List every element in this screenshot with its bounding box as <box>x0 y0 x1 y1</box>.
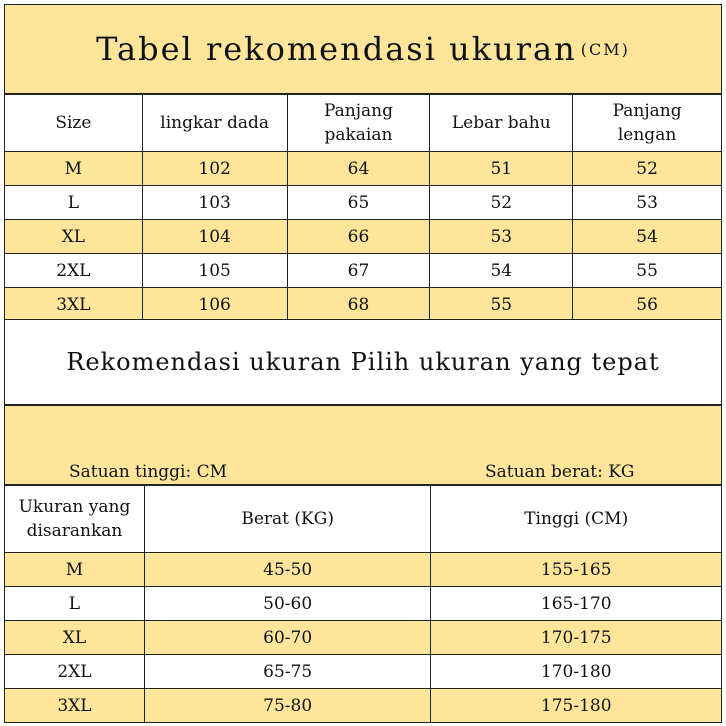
cell-shoulder: 53 <box>430 220 573 254</box>
height-unit-label: Satuan tinggi: CM <box>69 462 228 482</box>
cell-sleeve: 55 <box>573 254 722 288</box>
cell-size: M <box>5 553 145 587</box>
size-table-header <box>5 95 722 152</box>
cell-size: M <box>5 152 143 186</box>
table-row <box>5 655 722 689</box>
table-row <box>5 220 722 254</box>
cell-length: 66 <box>287 220 430 254</box>
cell-shoulder: 54 <box>430 254 573 288</box>
cell-size: XL <box>5 220 143 254</box>
table-row <box>5 553 722 587</box>
header-length: Panjang pakaian <box>287 95 430 152</box>
header-chest: lingkar dada <box>142 95 287 152</box>
table-row <box>5 254 722 288</box>
weight-unit-label: Satuan berat: KG <box>485 462 635 482</box>
cell-length: 65 <box>287 186 430 220</box>
cell-shoulder: 51 <box>430 152 573 186</box>
cell-chest: 103 <box>142 186 287 220</box>
cell-size: 2XL <box>5 254 143 288</box>
cell-height: 170-175 <box>431 621 722 655</box>
page-title <box>4 4 722 94</box>
header-recommended-size: Ukuran yang disarankan <box>5 486 145 553</box>
cell-chest: 104 <box>142 220 287 254</box>
fit-table <box>4 485 722 723</box>
cell-chest: 105 <box>142 254 287 288</box>
table-row <box>5 288 722 322</box>
cell-sleeve: 56 <box>573 288 722 322</box>
units-banner <box>4 405 722 485</box>
cell-weight: 50-60 <box>144 587 431 621</box>
cell-sleeve: 52 <box>573 152 722 186</box>
cell-height: 165-170 <box>431 587 722 621</box>
cell-shoulder: 55 <box>430 288 573 322</box>
cell-height: 170-180 <box>431 655 722 689</box>
size-table <box>4 94 722 322</box>
cell-height: 155-165 <box>431 553 722 587</box>
cell-chest: 102 <box>142 152 287 186</box>
header-size: Size <box>5 95 143 152</box>
header-shoulder: Lebar bahu <box>430 95 573 152</box>
header-height: Tinggi (CM) <box>431 486 722 553</box>
table-row <box>5 186 722 220</box>
cell-weight: 75-80 <box>144 689 431 723</box>
recommendation-heading: Rekomendasi ukuran Pilih ukuran yang tepat <box>4 319 722 405</box>
header-sleeve: Panjang lengan <box>573 95 722 152</box>
cell-length: 68 <box>287 288 430 322</box>
cell-sleeve: 53 <box>573 186 722 220</box>
cell-sleeve: 54 <box>573 220 722 254</box>
cell-length: 64 <box>287 152 430 186</box>
cell-size: L <box>5 186 143 220</box>
fit-table-header <box>5 486 722 553</box>
cell-size: 3XL <box>5 689 145 723</box>
cell-size: L <box>5 587 145 621</box>
cell-shoulder: 52 <box>430 186 573 220</box>
header-weight: Berat (KG) <box>144 486 431 553</box>
cell-height: 175-180 <box>431 689 722 723</box>
title-text: Tabel rekomendasi ukuran <box>96 30 577 68</box>
cell-chest: 106 <box>142 288 287 322</box>
table-row <box>5 621 722 655</box>
cell-weight: 45-50 <box>144 553 431 587</box>
table-row <box>5 152 722 186</box>
title-unit: (CM) <box>580 39 630 59</box>
table-row <box>5 689 722 723</box>
cell-size: XL <box>5 621 145 655</box>
cell-weight: 65-75 <box>144 655 431 689</box>
cell-size: 2XL <box>5 655 145 689</box>
cell-size: 3XL <box>5 288 143 322</box>
cell-length: 67 <box>287 254 430 288</box>
size-chart-sheet <box>4 4 722 722</box>
table-row <box>5 587 722 621</box>
cell-weight: 60-70 <box>144 621 431 655</box>
